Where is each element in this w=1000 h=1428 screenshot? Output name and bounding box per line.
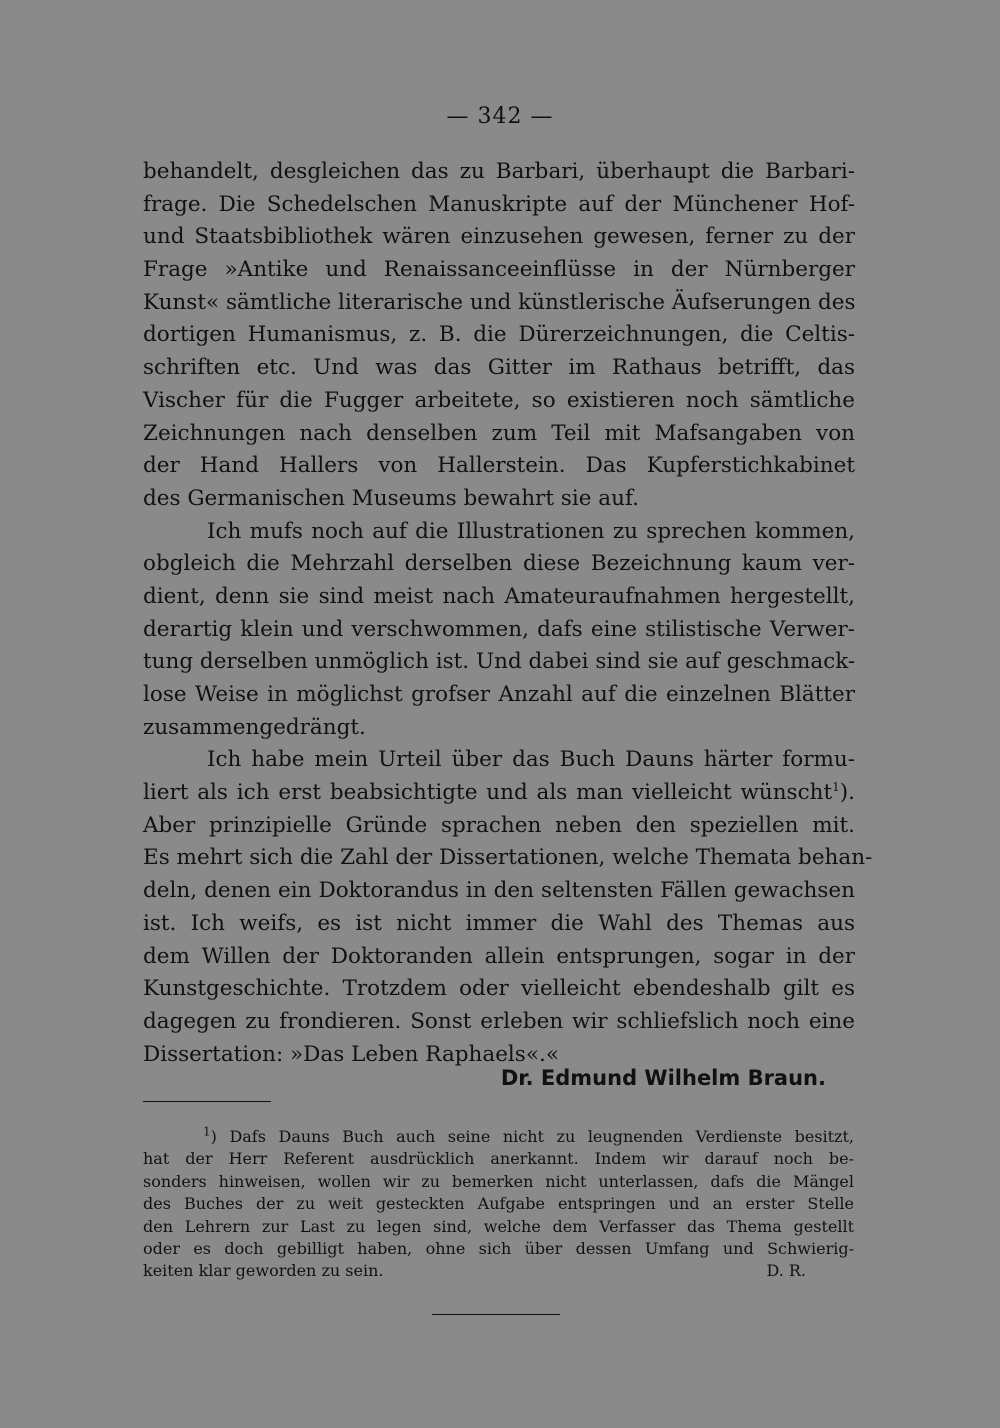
body-line: Es mehrt sich die Zahl der Dissertationen, welche Themata behan- — [143, 845, 873, 871]
footnote-line: hat der Herr Referent ausdrücklich anerkannt. Indem wir darauf noch be- — [143, 1149, 854, 1169]
footnote-line: den Lehrern zur Last zu legen sind, welche dem Verfasser das Thema gestellt — [143, 1216, 854, 1236]
body-line: dient, denn sie sind meist nach Amateuraufnahmen hergestellt, — [143, 583, 855, 609]
footnote-line: sonders hinweisen, wollen wir zu bemerken nicht unterlassen, dafs die Mängel — [143, 1171, 854, 1191]
body-line: derartig klein und verschwommen, dafs eine stilistische Verwer- — [143, 616, 855, 642]
body-line: dagegen zu frondieren. Sonst erleben wir schliefslich noch eine — [143, 1008, 855, 1034]
body-line-text: liert als ich erst beabsichtigte und als man vielleicht wünscht — [143, 780, 833, 806]
body-line: schriften etc. Und was das Gitter im Rathaus betrifft, das — [143, 355, 855, 381]
footnote-line-text: Dafs Dauns Buch auch seine nicht zu leugnenden Verdienste besitzt, — [229, 1127, 854, 1146]
body-line: lose Weise in möglichst grofser Anzahl auf die einzelnen Blätter — [143, 682, 855, 707]
body-line: obgleich die Mehrzahl derselben diese Bezeichnung kaum ver- — [143, 551, 855, 577]
footnote-line-text: keiten klar geworden zu sein. — [143, 1261, 384, 1281]
end-divider — [432, 1314, 560, 1315]
body-line: Vischer für die Fugger arbeitete, so existieren noch sämtliche — [143, 387, 855, 413]
page-number: — 342 — — [446, 104, 554, 129]
body-line: deln, denen ein Doktorandus in den seltensten Fällen gewachsen — [143, 878, 855, 904]
body-line: ist. Ich weifs, es ist nicht immer die Wahl des Themas aus — [143, 910, 855, 936]
body-line: behandelt, desgleichen das zu Barbari, überhaupt die Barbari- — [143, 159, 855, 184]
body-line: Ich mufs noch auf die Illustrationen zu sprechen kommen, — [207, 518, 855, 544]
body-line: Aber prinzipielle Gründe sprachen neben den speziellen mit. — [143, 812, 855, 838]
footnote-line: des Buches der zu weit gesteckten Aufgabe entspringen und an erster Stelle — [143, 1194, 854, 1214]
body-line: Frage »Antike und Renaissanceeinflüsse in der Nürnberger — [143, 257, 855, 283]
body-line: dem Willen der Doktoranden allein entsprungen, sogar in der — [143, 943, 855, 969]
body-line — [143, 777, 855, 810]
body-line: Dissertation: »Das Leben Raphaels«.« — [143, 1041, 559, 1067]
footnote-marker-suffix: ) — [210, 1127, 217, 1146]
body-text — [143, 156, 873, 1071]
author-signature: Dr. Edmund Wilhelm Braun. — [500, 1066, 826, 1090]
body-line: frage. Die Schedelschen Manuskripte auf der Münchener Hof- — [143, 191, 855, 217]
footnote-reference-suffix: ). — [839, 780, 855, 806]
body-line: dortigen Humanismus, z. B. die Dürerzeichnungen, die Celtis- — [143, 322, 855, 348]
body-line: und Staatsbibliothek wären einzusehen gewesen, ferner zu der — [143, 224, 855, 250]
body-line: zusammengedrängt. — [143, 714, 366, 740]
footnote-line — [143, 1126, 854, 1148]
body-line: Kunst« sämtliche literarische und künstlerische Äufserungen des — [143, 289, 856, 315]
footnote — [143, 1126, 854, 1283]
footnote-line: oder es doch gebilligt haben, ohne sich über dessen Umfang und Schwierig- — [143, 1238, 854, 1258]
footnote-marker: 1 — [203, 1124, 211, 1139]
body-line: tung derselben unmöglich ist. Und dabei sind sie auf geschmack- — [143, 649, 856, 675]
footnote-line — [143, 1260, 854, 1282]
body-line: der Hand Hallers von Hallerstein. Das Kupferstichkabinet — [143, 453, 855, 479]
body-line: des Germanischen Museums bewahrt sie auf. — [143, 485, 639, 511]
body-line: Ich habe mein Urteil über das Buch Dauns härter formu- — [207, 747, 855, 773]
footnote-divider — [143, 1101, 271, 1102]
footnote-reference: 1 — [832, 779, 840, 794]
body-line: Kunstgeschichte. Trotzdem oder vielleicht ebendeshalb gilt es — [143, 976, 855, 1002]
body-line: Zeichnungen nach denselben zum Teil mit Mafsangaben von — [143, 420, 855, 446]
footnote-initials: D. R. — [766, 1261, 806, 1281]
